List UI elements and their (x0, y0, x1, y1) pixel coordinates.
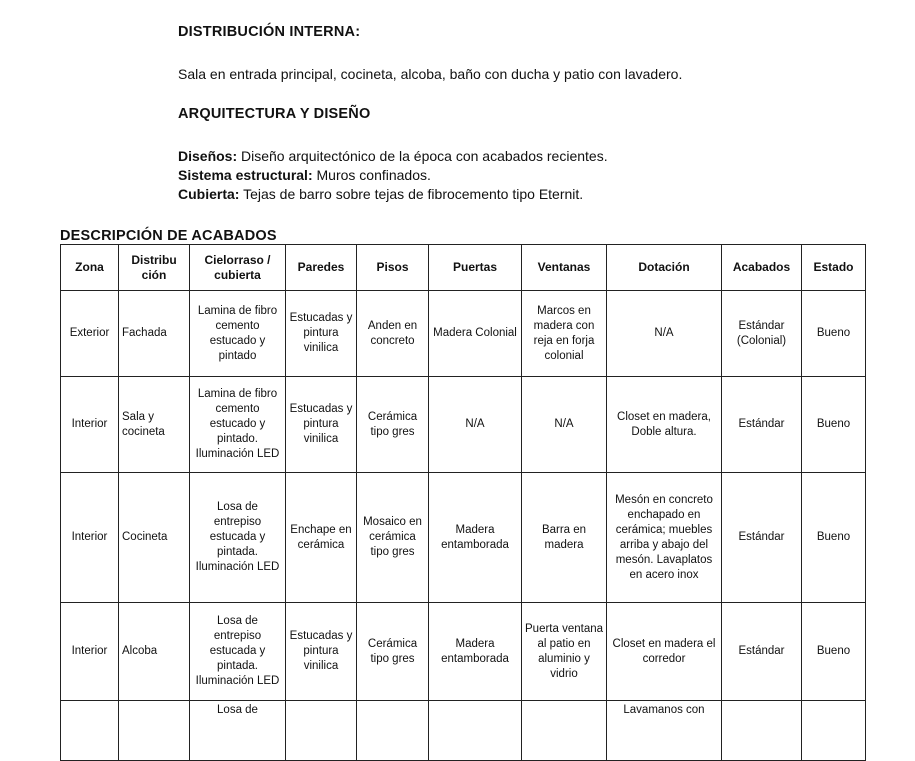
acabados-table (60, 244, 866, 761)
table-cell: Lamina de fibro cemento estucado y pintado. Iluminación LED (190, 377, 286, 473)
table-row (61, 377, 866, 473)
table-cell: Lamina de fibro cemento estucado y pintado (190, 291, 286, 377)
table-cell: Estándar (722, 603, 802, 701)
table-cell: Barra en madera (522, 473, 607, 603)
table-cell: Mosaico en cerámica tipo gres (357, 473, 429, 603)
table-cell: N/A (607, 291, 722, 377)
field-value: Diseño arquitectónico de la época con acabados recientes. (237, 148, 608, 164)
table-cell: Puerta ventana al patio en aluminio y vidrio (522, 603, 607, 701)
field-label: Diseños: (178, 148, 238, 164)
table-cell: Interior (61, 473, 119, 603)
distribucion-text: Sala en entrada principal, cocineta, alcoba, baño con ducha y patio con lavadero. (178, 66, 683, 82)
table-cell: Cerámica tipo gres (357, 377, 429, 473)
table-cell: N/A (429, 377, 522, 473)
table-cell: Estándar (Colonial) (722, 291, 802, 377)
field-label: Cubierta: (178, 186, 240, 202)
table-cell: Cocineta (119, 473, 190, 603)
table-cell (357, 701, 429, 761)
field-label: Sistema estructural: (178, 167, 313, 183)
table-cell: Anden en concreto (357, 291, 429, 377)
table-cell: Madera entamborada (429, 473, 522, 603)
arquitectura-heading: ARQUITECTURA Y DISEÑO (178, 106, 371, 122)
table-cell: Mesón en concreto enchapado en cerámica; muebles arriba y abajo del mesón. Lavaplatos en acero inox (607, 473, 722, 603)
table-cell: N/A (522, 377, 607, 473)
table-cell: Losa de entrepiso estucada y pintada. Iluminación LED (190, 473, 286, 603)
field-cubierta (178, 185, 608, 204)
table-cell: Estucadas y pintura vinilica (286, 603, 357, 701)
table-cell: Closet en madera el corredor (607, 603, 722, 701)
table-cell: Madera Colonial (429, 291, 522, 377)
column-header: Zona (61, 245, 119, 291)
table-cell: Bueno (802, 291, 866, 377)
column-header: Estado (802, 245, 866, 291)
arquitectura-fields (178, 147, 608, 204)
table-cell: Closet en madera, Doble altura. (607, 377, 722, 473)
table-cell (722, 701, 802, 761)
column-header: Acabados (722, 245, 802, 291)
table-cell: Interior (61, 603, 119, 701)
table-cell: Fachada (119, 291, 190, 377)
table-header-row (61, 245, 866, 291)
field-value: Muros confinados. (312, 167, 431, 183)
table-cell: Estándar (722, 473, 802, 603)
table-cell (119, 701, 190, 761)
table-cell: Losa de (190, 701, 286, 761)
column-header: Dotación (607, 245, 722, 291)
field-disenos (178, 147, 608, 166)
table-cell: Interior (61, 377, 119, 473)
column-header: Distribu ción (119, 245, 190, 291)
table-cell: Marcos en madera con reja en forja colonial (522, 291, 607, 377)
table-cell (802, 701, 866, 761)
table-cell: Bueno (802, 473, 866, 603)
column-header: Paredes (286, 245, 357, 291)
column-header: Ventanas (522, 245, 607, 291)
table-row (61, 603, 866, 701)
table-cell: Estándar (722, 377, 802, 473)
table-cell: Bueno (802, 377, 866, 473)
table-cell: Losa de entrepiso estucada y pintada. Iluminación LED (190, 603, 286, 701)
distribucion-heading: DISTRIBUCIÓN INTERNA: (178, 24, 361, 40)
table-row (61, 473, 866, 603)
table-cell: Exterior (61, 291, 119, 377)
table-row (61, 291, 866, 377)
table-cell: Alcoba (119, 603, 190, 701)
field-sistema-estructural (178, 166, 608, 185)
table-cell: Enchape en cerámica (286, 473, 357, 603)
acabados-title: DESCRIPCIÓN DE ACABADOS (60, 228, 277, 244)
table-cell (429, 701, 522, 761)
field-value: Tejas de barro sobre tejas de fibrocemento tipo Eternit. (239, 186, 584, 202)
column-header: Puertas (429, 245, 522, 291)
table-cell (522, 701, 607, 761)
table-cell: Sala y cocineta (119, 377, 190, 473)
table-cell (286, 701, 357, 761)
table-cell (61, 701, 119, 761)
table-cell: Estucadas y pintura vinilica (286, 377, 357, 473)
table-cell: Cerámica tipo gres (357, 603, 429, 701)
table-cell: Lavamanos con (607, 701, 722, 761)
column-header: Cielorraso / cubierta (190, 245, 286, 291)
table-cell: Madera entamborada (429, 603, 522, 701)
table-row (61, 701, 866, 761)
table-cell: Bueno (802, 603, 866, 701)
column-header: Pisos (357, 245, 429, 291)
table-cell: Estucadas y pintura vinilica (286, 291, 357, 377)
